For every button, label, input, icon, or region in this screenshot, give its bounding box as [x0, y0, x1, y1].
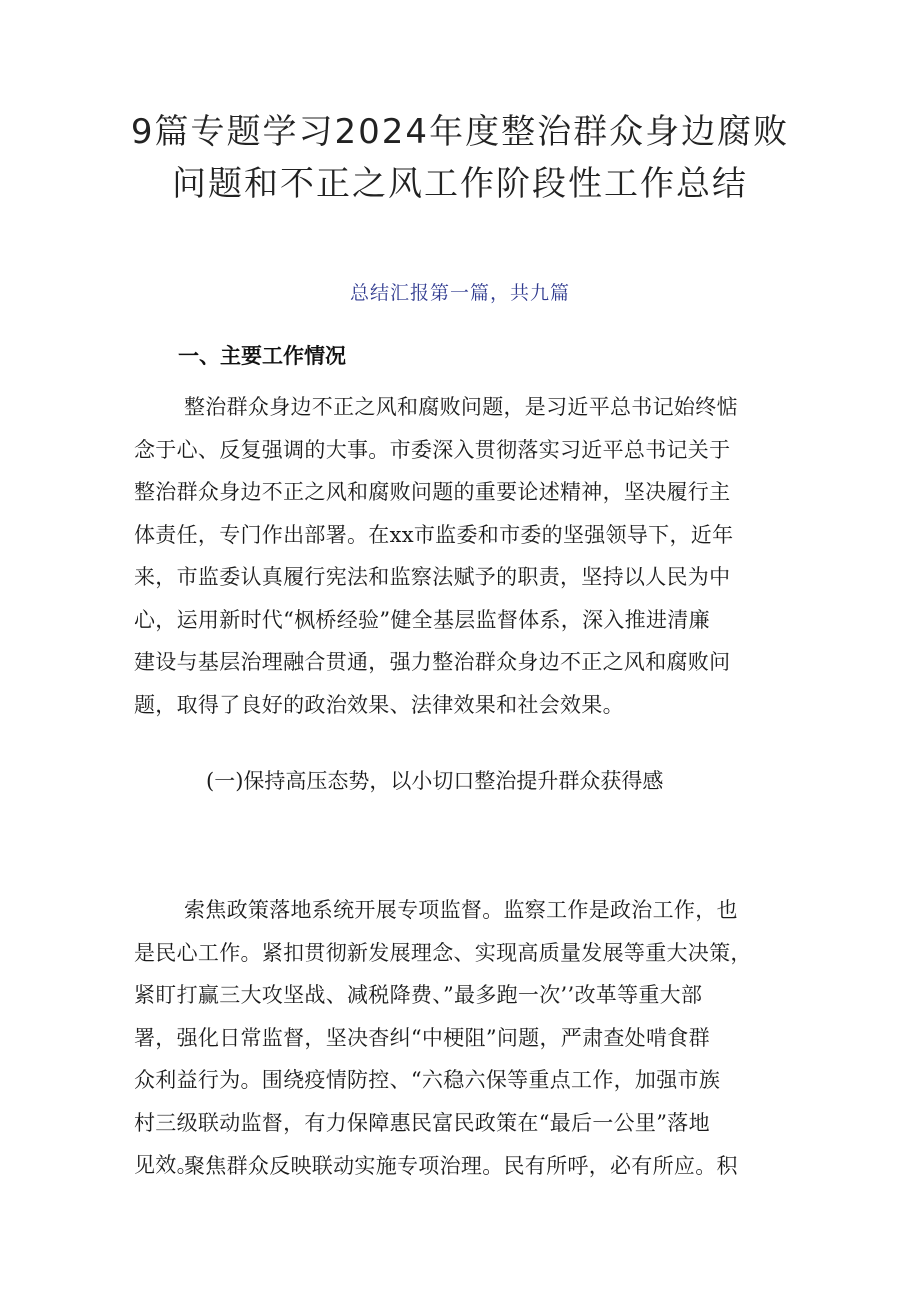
paragraph-line: 见效。	[134, 1153, 198, 1177]
paragraph-line: 建设与基层治理融合贯通，强力整治群众身边不正之风和腐败问	[134, 650, 731, 674]
paragraph-line: 村三级联动监督，有力保障惠民富民政策在“最后一公里”落地	[134, 1110, 710, 1135]
paragraph-line: 心，运用新时代“枫桥经验”健全基层监督体系，深入推进清廉	[134, 607, 710, 632]
paragraph-policy-supervision	[134, 889, 794, 1187]
paragraph-line: 整治群众身边不正之风和腐败问题的重要论述精神，坚决履行主	[134, 480, 731, 504]
paragraph-main-work	[134, 386, 794, 726]
paragraph-line: 聚焦群众反映联动实施专项治理。民有所呼，必有所应。积	[184, 1154, 738, 1178]
subsection-heading: (一)保持高压态势，以小切口整治提升群众获得感	[206, 769, 664, 793]
document-title-line-2: 问题和不正之风工作阶段性工作总结	[172, 164, 748, 204]
paragraph-line: 题，取得了良好的政治效果、法律效果和社会效果。	[134, 692, 624, 717]
document-title-line-1: 9篇专题学习2024年度整治群众身边腐败	[130, 112, 790, 152]
paragraph-line: 署，强化日常监督，坚决杳纠“中梗阻”问题，严肃查处啃食群	[134, 1025, 710, 1050]
paragraph-line: 索焦政策落地系统开展专项监督。监察工作是政治工作，也	[184, 898, 738, 922]
paragraph-line: 念于心、反复强调的大事。市委深入贯彻落实习近平总书记关于	[134, 437, 731, 462]
paragraph-line: 来，市监委认真履行宪法和监察法赋予的职责，坚持以人民为中	[134, 565, 731, 589]
section-heading: 一、主要工作情况	[178, 344, 346, 368]
paragraph-line: 体责任，专门作出部署。在xx市监委和市委的坚强领导下，近年	[134, 522, 734, 547]
document-subtitle: 总结汇报第一篇，共九篇	[349, 282, 570, 304]
paragraph-line: 众利益行为。围绕疫情防控、“六稳六保等重点工作，加强市族	[134, 1068, 721, 1092]
paragraph-special-governance	[134, 1145, 794, 1188]
paragraph-line: 整治群众身边不正之风和腐败问题，是习近平总书记始终惦	[184, 395, 738, 419]
paragraph-line: 是民心工作。紧扣贯彻新发展理念、实现高质量发展等重大决策，	[134, 940, 752, 965]
paragraph-line: 紧盯打赢三大攻坚战、减税降费、”最多跑一次’’改革等重大部	[134, 983, 703, 1007]
